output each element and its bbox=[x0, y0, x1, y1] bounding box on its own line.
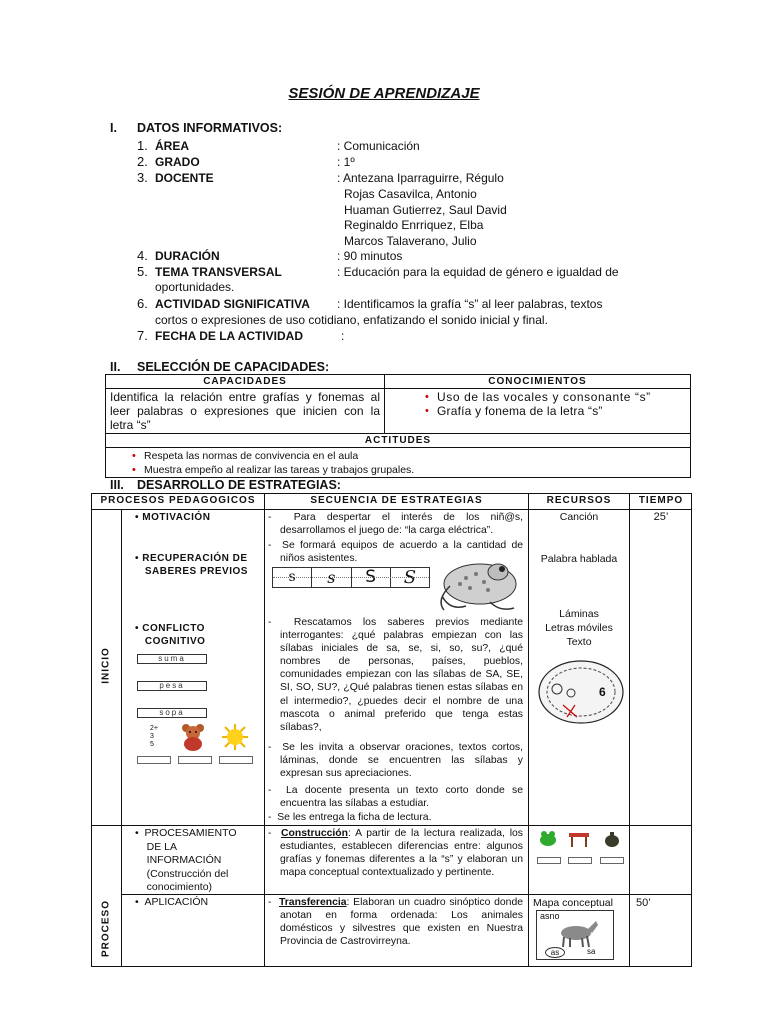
construccion-text: - Construcción: A partir de la lectura realizada, los estudiantes, establecen diferencias entre: algunos grafías y fonemas diferentes a la “s” y elaboran un mapa conceptual contextualizado y pertinente. bbox=[268, 828, 524, 879]
tiempo-aplicacion: 50’ bbox=[636, 897, 651, 909]
recurso-aplicacion: Mapa conceptual bbox=[533, 897, 613, 909]
actitudes-list bbox=[132, 449, 686, 477]
item-number: 4. bbox=[137, 248, 148, 263]
actitudes-header: ACTITUDES bbox=[106, 434, 691, 448]
actividad-label: ACTIVIDAD SIGNIFICATIVA bbox=[155, 297, 310, 311]
area-label: ÁREA bbox=[155, 139, 190, 153]
recurso-item: Palabra hablada bbox=[540, 553, 618, 565]
letter-cell: s bbox=[273, 568, 312, 587]
transferencia-text: - Transferencia: Elaboran un cuadro sinóptico donde anotan en forma ordenada: Los animales domésticos y silvestres que existen en Nuestra Provincia de Castrovirreyna. bbox=[268, 897, 524, 948]
strategy-item: - Se les entrega la ficha de lectura. bbox=[268, 812, 432, 823]
sun-icon bbox=[220, 723, 250, 751]
donkey-icon bbox=[552, 917, 602, 949]
section-2-title: SELECCIÓN DE CAPACIDADES: bbox=[137, 360, 330, 374]
recuperacion-label: • RECUPERACIÓN DE SABERES PREVIOS bbox=[135, 553, 248, 577]
strategy-item: - Se les invita a observar oraciones, textos cortos, láminas, donde se encuentren las sílabas y expresan sus apreciaciones. bbox=[268, 742, 523, 780]
strategy-item: - Se formará equipos de acuerdo a la cantidad de niños asistentes. bbox=[268, 540, 523, 565]
actividad-value-cont: cortos o expresiones de uso cotidiano, enfatizando el sonido inicial y final. bbox=[155, 313, 548, 327]
docente-line: Huaman Gutierrez, Saul David bbox=[344, 203, 507, 217]
docente-line: Marcos Talaverano, Julio bbox=[344, 234, 477, 248]
answer-box bbox=[600, 857, 624, 864]
duracion-value: : 90 minutos bbox=[337, 249, 403, 263]
list-item: • Uso de las vocales y consonante “s” bbox=[425, 390, 686, 404]
answer-box bbox=[178, 756, 212, 764]
strategy-item: - Para despertar el interés de los niñ@s, desarrollamos el juego de: “la carga eléctrica”. bbox=[268, 512, 523, 537]
table-icon bbox=[567, 829, 591, 849]
docente-line: Reginaldo Enrriquez, Elba bbox=[344, 218, 484, 232]
syllable-text: sa bbox=[587, 947, 596, 956]
syllable-bubble: as bbox=[545, 947, 565, 958]
letter-cell: S bbox=[352, 568, 391, 587]
recurso-item: Texto bbox=[566, 636, 592, 648]
section-3-title: DESARROLLO DE ESTRATEGIAS: bbox=[137, 478, 341, 492]
math-numbers: 2+ 3 5 bbox=[150, 725, 158, 748]
recurso-item: Letras móviles bbox=[545, 622, 613, 634]
fecha-value: : bbox=[341, 329, 345, 343]
docente-line: Rojas Casavilca, Antonio bbox=[344, 187, 477, 201]
number-six: 6 bbox=[599, 685, 606, 699]
game-board bbox=[537, 659, 625, 725]
item-number: 3. bbox=[137, 170, 148, 185]
page-title: SESIÓN DE APRENDIZAJE bbox=[288, 85, 480, 102]
duracion-label: DURACIÓN bbox=[155, 249, 220, 263]
header-secuencia: SECUENCIA DE ESTRATEGIAS bbox=[310, 495, 483, 506]
answer-box bbox=[137, 756, 171, 764]
procesamiento-label: • PROCESAMIENTO DE LA INFORMACIÓN (Construcción del conocimiento) bbox=[135, 827, 237, 893]
game-board-icon bbox=[537, 659, 625, 725]
section-2-number: II. bbox=[110, 360, 121, 374]
tema-value-cont: oportunidades. bbox=[155, 280, 235, 294]
aplicacion-label: • APLICACIÓN bbox=[135, 896, 209, 908]
motivacion-label: • MOTIVACIÓN bbox=[135, 512, 211, 523]
item-number: 5. bbox=[137, 264, 148, 279]
inicio-label: INICIO bbox=[100, 647, 112, 684]
word-card: sopa bbox=[137, 708, 207, 718]
tema-value: : Educación para la equidad de género e igualdad de bbox=[337, 265, 619, 279]
list-item: • Muestra empeño al realizar las tareas y trabajos grupales. bbox=[132, 463, 686, 477]
word-card: pesa bbox=[137, 681, 207, 691]
answer-box bbox=[568, 857, 592, 864]
conflicto-label: • CONFLICTO COGNITIVO bbox=[135, 623, 206, 647]
section-3-number: III. bbox=[110, 478, 124, 492]
recurso-item: Láminas bbox=[559, 608, 599, 620]
tema-label: TEMA TRANSVERSAL bbox=[155, 265, 282, 279]
capacidad-text: Identifica la relación entre grafías y fonemas al leer palabras o expresiones que inicien con la letra “s” bbox=[106, 389, 385, 434]
tiempo-inicio: 25’ bbox=[653, 511, 669, 523]
answer-box bbox=[219, 756, 253, 764]
docente-line: : Antezana Iparraguirre, Régulo bbox=[337, 171, 504, 185]
asno-card bbox=[536, 910, 614, 960]
docente-label: DOCENTE bbox=[155, 171, 214, 185]
item-number: 6. bbox=[137, 296, 148, 311]
header-tiempo: TIEMPO bbox=[638, 495, 684, 506]
header-recursos: RECURSOS bbox=[546, 495, 612, 506]
list-item: • Respeta las normas de convivencia en el aula bbox=[132, 449, 686, 463]
conocimientos-list bbox=[425, 390, 686, 418]
pot-icon bbox=[603, 830, 621, 848]
cursive-letters-box bbox=[272, 567, 430, 588]
grado-label: GRADO bbox=[155, 155, 200, 169]
word-card: suma bbox=[137, 654, 207, 664]
item-number: 2. bbox=[137, 154, 148, 169]
recurso-item: Canción bbox=[559, 511, 599, 523]
list-item: • Grafía y fonema de la letra “s” bbox=[425, 404, 686, 418]
grado-value: : 1º bbox=[337, 155, 355, 169]
capacidades-table bbox=[105, 374, 691, 478]
item-number: 1. bbox=[137, 138, 148, 153]
strategy-item: - Rescatamos los saberes previos mediante interrogantes: ¿qué palabras empiezan con las sílabas iniciales de sa, se, si, so, su?, ¿qué nombres de personas, países, pueblos, comunidades empiezan con las sílabas de SA, SE, SI, SO, SU?, ¿Qué palabras tienen estas sílabas en el intermedio?, ¿puedes decir el nombre de una mascota o animal preferido que tenga estas sílabas?, bbox=[268, 617, 523, 733]
header-procesos: PROCESOS PEDAGOGICOS bbox=[100, 495, 256, 506]
frog-icon bbox=[538, 830, 558, 848]
section-1-title: DATOS INFORMATIVOS: bbox=[137, 121, 283, 135]
actividad-value: : Identificamos la grafía “s” al leer palabras, textos bbox=[337, 297, 603, 311]
proceso-label: PROCESO bbox=[100, 900, 112, 958]
area-value: : Comunicación bbox=[337, 139, 420, 153]
toad-illustration bbox=[430, 556, 524, 614]
strategy-item: - La docente presenta un texto corto donde se encuentra las sílabas a estudiar. bbox=[268, 785, 524, 810]
item-number: 7. bbox=[137, 328, 148, 343]
capacidades-header: CAPACIDADES bbox=[106, 375, 385, 389]
fecha-label: FECHA DE LA ACTIVIDAD bbox=[155, 329, 303, 343]
answer-box bbox=[537, 857, 561, 864]
letter-cell: S bbox=[403, 567, 417, 588]
asno-word: asno bbox=[540, 911, 560, 921]
bear-icon bbox=[178, 723, 208, 751]
section-1-number: I. bbox=[110, 121, 117, 135]
conocimientos-header: CONOCIMIENTOS bbox=[385, 375, 691, 389]
letter-cell: s bbox=[312, 568, 351, 587]
